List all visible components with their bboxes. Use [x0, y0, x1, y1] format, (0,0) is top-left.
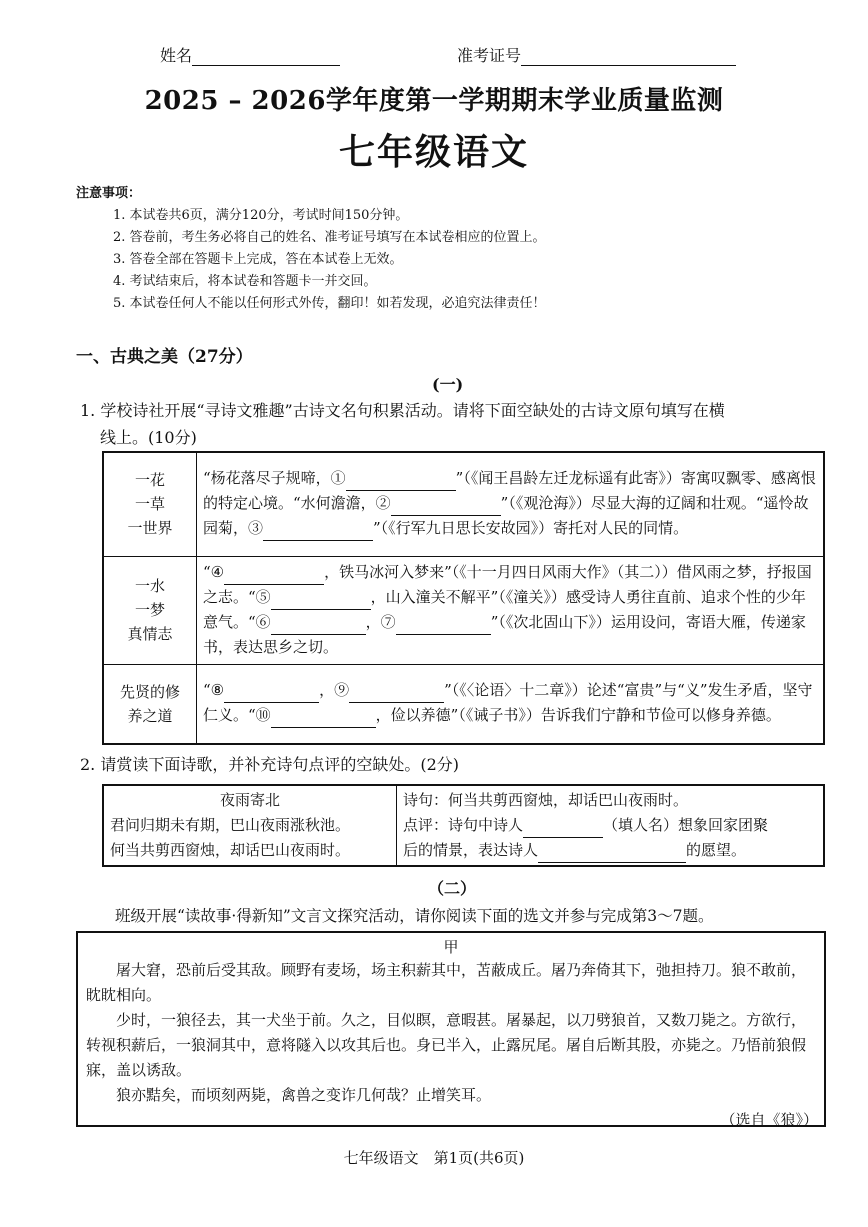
comment-line: 诗句：何当共剪西窗烛，却话巴山夜雨时。 — [403, 791, 689, 809]
table-row — [103, 556, 824, 664]
question-1-line2: 线上。(10分) — [100, 428, 197, 447]
exam-title: 2025 – 2026学年度第一学期期末学业质量监测 — [144, 86, 724, 116]
content-cell — [197, 664, 825, 744]
part-label: (一) — [432, 375, 464, 394]
blank-4[interactable] — [224, 566, 324, 585]
name-label: 姓名 — [160, 46, 193, 65]
table-row — [103, 664, 824, 744]
blank-10[interactable] — [271, 709, 376, 728]
comment-line — [403, 838, 817, 863]
segment-text: ，⑦ — [365, 612, 396, 631]
passage-box — [76, 931, 826, 1127]
poetry-fill-table — [102, 451, 825, 745]
question-2: 2. 请赏读下面诗歌，并补充诗句点评的空缺处。(2分) — [80, 755, 460, 774]
category-text: 一梦 — [134, 601, 165, 619]
question-1-line1: 1. 学校诗社开展“寻诗文雅趣”古诗文名句积累活动。请将下面空缺处的古诗文原句填写在横 — [80, 401, 725, 420]
exam-subtitle: 七年级语文 — [338, 131, 529, 173]
passage-source: （选自《狼》） — [720, 1111, 818, 1129]
name-blank[interactable] — [192, 47, 340, 66]
content-cell — [197, 452, 825, 556]
comment-text: （填人名）想象回家团聚 — [603, 816, 769, 834]
category-cell — [103, 664, 197, 744]
segment-text: ”（《〈论语〉十二章》）论述“富贵”与“义”发生矛盾，坚守仁义。“⑩ — [203, 681, 813, 725]
section-heading: 一、古典之美（27分） — [76, 347, 253, 367]
exam-no-row — [457, 43, 736, 66]
segment-text: ”（《行军九日思长安故园》）寄托对人民的同情。 — [373, 519, 689, 538]
passage-paragraph: 屠大窘，恐前后受其敌。顾野有麦场，场主积薪其中，苫蔽成丘。屠乃奔倚其下，弛担持刀。狼不敢前，眈眈相向。 — [86, 961, 807, 1004]
poem-table — [102, 784, 825, 867]
blank-9[interactable] — [349, 684, 444, 703]
wish-blank[interactable] — [538, 844, 686, 863]
comment-line — [403, 813, 817, 838]
blank-3[interactable] — [263, 522, 373, 541]
poem-title: 夜雨寄北 — [219, 791, 280, 809]
part-label: （二） — [428, 879, 477, 898]
category-text: 一花 — [134, 471, 165, 490]
segment-text: ，⑨ — [319, 681, 350, 700]
poem-line: 何当共剪西窗烛，却话巴山夜雨时。 — [110, 841, 351, 859]
exam-no-label: 准考证号 — [457, 46, 522, 65]
notice-item: 1. 本试卷共6页，满分120分，考试时间150分钟。 — [113, 208, 409, 223]
category-text: 真情志 — [127, 625, 173, 643]
passage-paragraph: 少时，一狼径去，其一犬坐于前。久之，目似瞑，意暇甚。屠暴起，以刀劈狼首，又数刀毙之。方欲行，转视积薪后，一狼洞其中，意将隧入以攻其后也。身已半入，止露尻尾。屠自后断其股，亦毙之。乃悟前狼假寐，盖以诱敌。 — [86, 1011, 807, 1079]
notice-item: 3. 答卷全部在答题卡上完成，答在本试卷上无效。 — [113, 252, 403, 267]
comment-cell — [397, 785, 825, 866]
table-row — [103, 785, 824, 866]
passage-label: 甲 — [443, 938, 459, 956]
category-cell — [103, 556, 197, 664]
segment-text: “杨花落尽子规啼，① — [203, 469, 346, 488]
notice-item: 5. 本试卷任何人不能以任何形式外传，翻印！如若发现，必追究法律责任！ — [113, 296, 546, 311]
poem-line: 君问归期未有期，巴山夜雨涨秋池。 — [110, 816, 351, 834]
comment-text: 后的情景，表达诗人 — [403, 841, 539, 859]
content-cell — [197, 556, 825, 664]
category-text: 一世界 — [127, 519, 173, 538]
blank-2[interactable] — [391, 497, 501, 516]
category-text: 养之道 — [127, 706, 173, 725]
segment-text: ，铁马冰河入梦来”（《十一月四日风雨大作》（其二））借风雨之梦，抒报国之志。“⑤ — [203, 562, 812, 606]
segment-text: ”（《次北固山下》）运用设问，寄语大雁，传递家书，表达思乡之切。 — [203, 612, 806, 656]
table-row — [103, 452, 824, 556]
segment-text: ”（《观沧海》）尽显大海的辽阔和壮观。“遥怜故园菊，③ — [203, 494, 809, 538]
blank-8[interactable] — [224, 684, 319, 703]
category-text: 一水 — [134, 577, 165, 595]
blank-7[interactable] — [396, 616, 491, 635]
category-text: 一草 — [134, 495, 165, 514]
poet-name-blank[interactable] — [523, 819, 603, 838]
category-text: 先贤的修 — [119, 682, 180, 701]
page-footer: 七年级语文 第1页(共6页) — [343, 1149, 525, 1167]
comment-text: 点评：诗句中诗人 — [403, 816, 524, 834]
name-label-row — [160, 43, 340, 66]
segment-text: “⑧ — [203, 681, 225, 700]
blank-1[interactable] — [346, 472, 456, 491]
notice-item: 2. 答卷前，考生务必将自己的姓名、准考证号填写在本试卷相应的位置上。 — [113, 230, 546, 245]
notice-item: 4. 考试结束后，将本试卷和答题卡一并交回。 — [113, 274, 377, 289]
exam-no-blank[interactable] — [521, 47, 736, 66]
comment-text: 的愿望。 — [686, 841, 747, 859]
notice-heading: 注意事项： — [76, 186, 142, 201]
segment-text: ”（《闻王昌龄左迁龙标遥有此寄》）寄寓叹飘零、感离恨的特定心境。“水何澹澹，② — [203, 469, 816, 513]
segment-text: “④ — [203, 562, 225, 581]
poem-cell — [103, 785, 397, 866]
blank-6[interactable] — [271, 616, 366, 635]
blank-5[interactable] — [271, 591, 371, 610]
part-2-intro: 班级开展“读故事·得新知”文言文探究活动，请你阅读下面的选文并参与完成第3～7题。 — [115, 907, 714, 925]
segment-text: ，山入潼关不解平”（《潼关》）感受诗人勇往直前、追求个性的少年意气。“⑥ — [203, 587, 806, 631]
passage-paragraph: 狼亦黠矣，而顷刻两毙，禽兽之变诈几何哉？止增笑耳。 — [116, 1086, 492, 1104]
category-cell — [103, 452, 197, 556]
segment-text: ，俭以养德”（《诫子书》）告诉我们宁静和节俭可以修身养德。 — [375, 706, 781, 725]
